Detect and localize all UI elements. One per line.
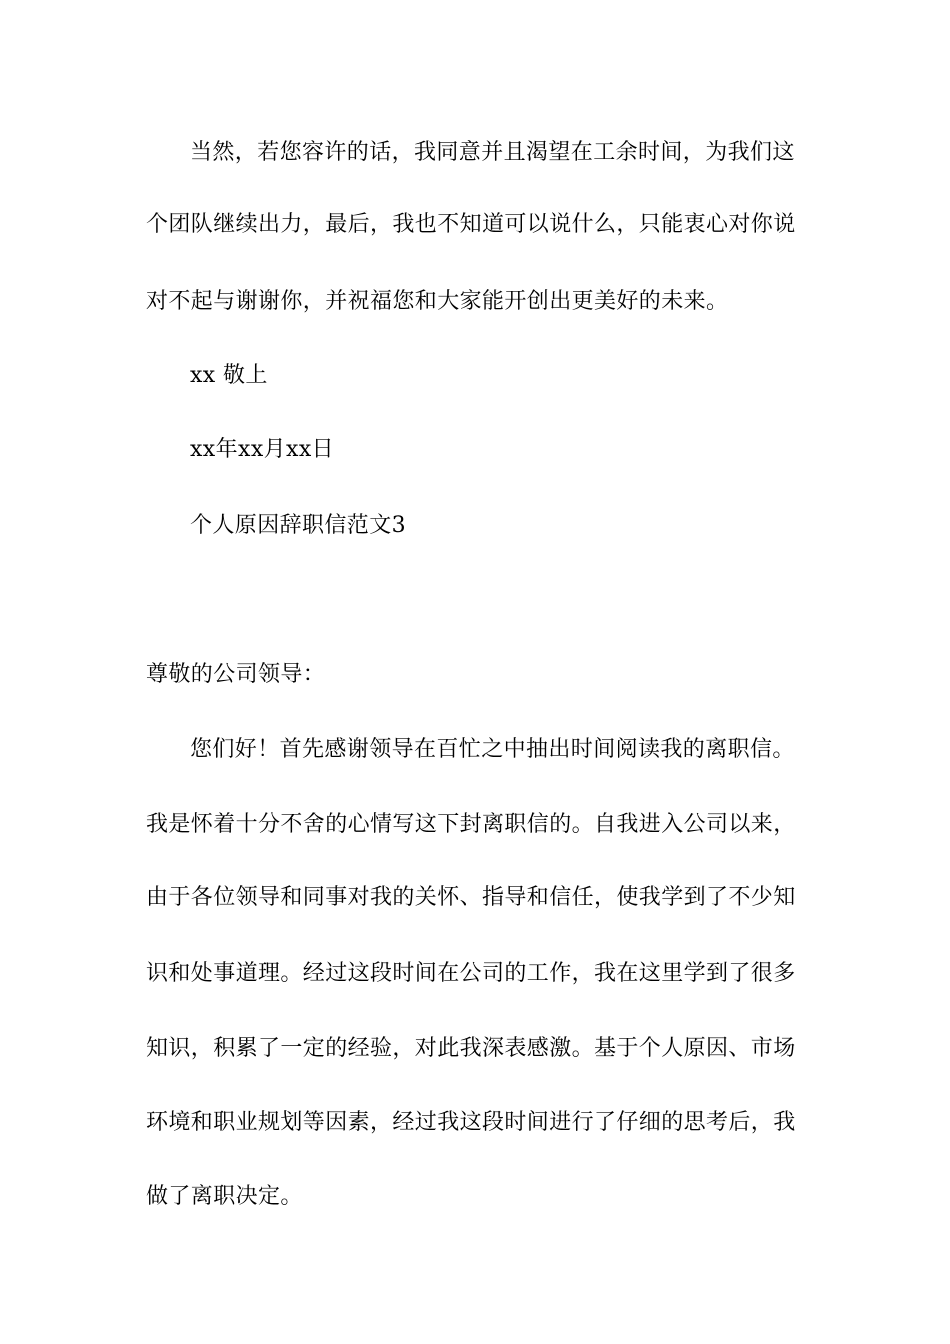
paragraph-line: 知识，积累了一定的经验，对此我深表感激。基于个人原因、市场 — [146, 1036, 796, 1061]
date-line: xx年xx月xx日 — [190, 437, 335, 462]
paragraph-line: 由于各位领导和同事对我的关怀、指导和信任，使我学到了不少知 — [146, 885, 796, 910]
paragraph-line: 做了离职决定。 — [146, 1184, 303, 1209]
paragraph-line: 我是怀着十分不舍的心情写这下封离职信的。自我进入公司以来， — [146, 812, 796, 837]
paragraph-line: 环境和职业规划等因素，经过我这段时间进行了仔细的思考后，我 — [146, 1110, 796, 1135]
section-title: 个人原因辞职信范文3 — [190, 513, 406, 538]
paragraph-line: 个团队继续出力，最后，我也不知道可以说什么，只能衷心对你说 — [146, 212, 796, 237]
signature-line: xx 敬上 — [190, 363, 268, 388]
paragraph-line: 识和处事道理。经过这段时间在公司的工作，我在这里学到了很多 — [146, 961, 796, 986]
paragraph-line: 对不起与谢谢你，并祝福您和大家能开创出更美好的未来。 — [146, 289, 729, 314]
paragraph-line: 您们好！首先感谢领导在百忙之中抽出时间阅读我的离职信。 — [190, 737, 795, 762]
salutation: 尊敬的公司领导： — [146, 662, 326, 687]
paragraph-line: 当然，若您容许的话，我同意并且渴望在工余时间，为我们这 — [190, 140, 795, 165]
